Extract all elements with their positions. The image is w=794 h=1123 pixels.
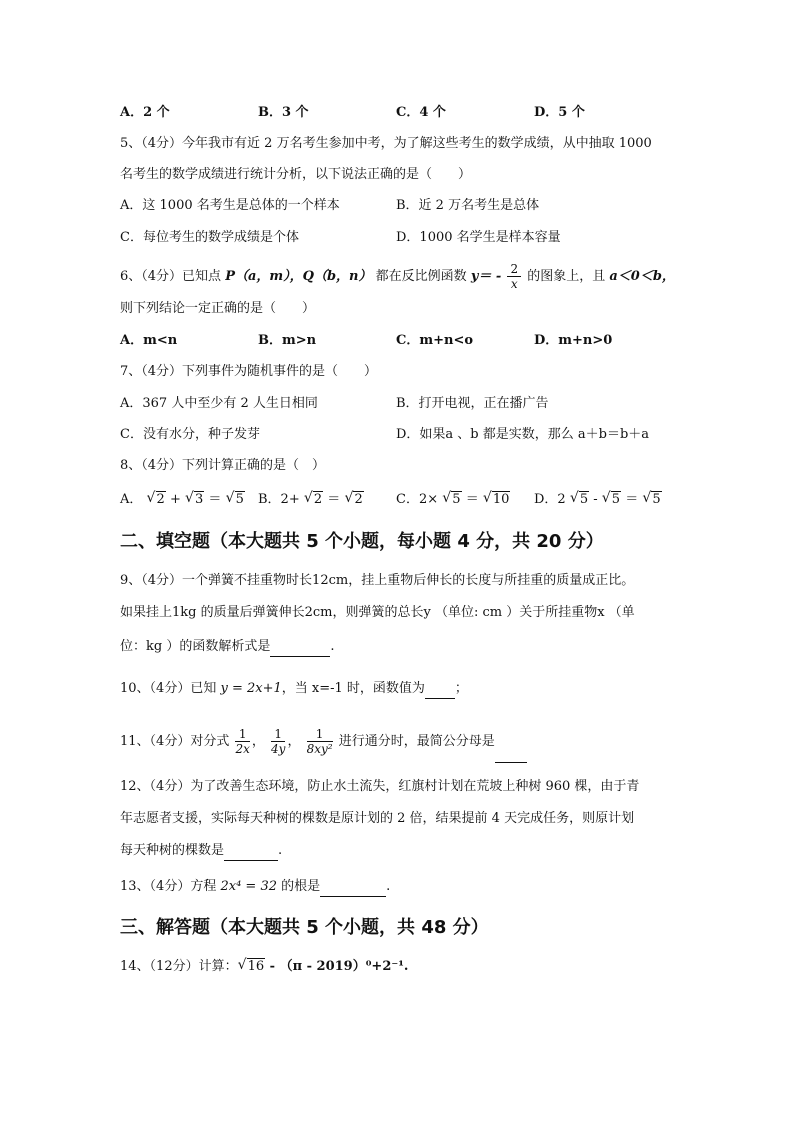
q8-a-radicand-2: 3: [195, 492, 204, 507]
section-2-heading: 二、填空题（本大题共 5 个小题，每小题 4 分，共 20 分）: [120, 531, 604, 552]
q7-stem: 7、（4分）下列事件为随机事件的是（ ）: [120, 364, 378, 379]
q12-end: .: [278, 843, 283, 858]
q11-f1-den: 2x: [235, 742, 250, 756]
q8-b-radicand-1: 2: [313, 492, 323, 507]
q14-radicand: 16: [247, 959, 265, 974]
q8-b-eq: ＝: [327, 492, 341, 507]
q13-expression: 2x⁴ = 32: [220, 879, 277, 894]
answer-blank: [320, 878, 386, 897]
q11-f2-den: 4y: [271, 742, 286, 756]
q8-option-b: [258, 491, 364, 509]
q5-option-d: D．1000 名学生是样本容量: [396, 230, 561, 245]
answer-blank: [495, 722, 527, 763]
sqrt-symbol-icon: [442, 491, 461, 509]
q11-sep-1: ，: [251, 734, 265, 749]
section-3-heading: 三、解答题（本大题共 5 个小题，共 48 分）: [120, 917, 489, 938]
q8-d-radicand-2: 5: [611, 492, 621, 507]
q6-fraction: [507, 262, 521, 291]
q11-f1-num: 1: [235, 727, 249, 742]
q6-stem-line2: 则下列结论一定正确的是（ ）: [120, 301, 316, 316]
q14-prefix: 14、（12分）计算：: [120, 959, 238, 974]
q7-option-b: B．打开电视，正在播广告: [396, 396, 549, 411]
q8-a-eq: ＝: [208, 492, 222, 507]
q11-f3-num: 1: [307, 727, 333, 742]
answer-blank: [224, 842, 278, 861]
q10-prefix: 10、（4分）已知: [120, 681, 217, 696]
q6-frac-num: 2: [507, 262, 521, 277]
q5-option-b: B．近 2 万名考生是总体: [396, 198, 540, 213]
q8-d-label: D．2: [534, 492, 566, 507]
q8-d-radicand-1: 5: [579, 492, 589, 507]
q12-stem-line1: 12、（4分）为了改善生态环境，防止水土流失，红旗村计划在荒坡上种树 960 棵，由于青: [120, 779, 640, 794]
q12-stem-line3: [120, 842, 282, 861]
q11-f3-den: 8xy²: [306, 742, 333, 756]
q8-a-label: A．: [120, 492, 143, 507]
q14-rest: - （π - 2019）⁰+2⁻¹.: [265, 959, 409, 974]
q7-option-a: A．367 人中至少有 2 人生日相同: [120, 396, 318, 411]
q6-mid: 都在反比例函数: [375, 269, 467, 284]
q6-condition: a＜0＜b，: [609, 269, 675, 284]
q8-d-radicand-3: 5: [652, 492, 661, 507]
q6-suffix: 的图象上，且: [527, 269, 606, 284]
q12-stem-line2: 年志愿者支援，实际每天种树的棵数是原计划的 2 倍，结果提前 4 天完成任务，则原计划: [120, 811, 635, 826]
sqrt-symbol-icon: [642, 491, 661, 509]
q13-end: .: [386, 879, 391, 894]
q8-c-eq: ＝: [465, 492, 479, 507]
q6-prefix: 6、（4分）已知点: [120, 269, 222, 284]
q8-d-eq: ＝: [625, 492, 639, 507]
sqrt-symbol-icon: [238, 958, 266, 976]
sqrt-symbol-icon: [570, 491, 589, 509]
q11-suffix: 进行通分时，最简公分母是: [338, 734, 495, 749]
q7-option-d: D．如果a 、b 都是实数，那么 a＋b＝b＋a: [396, 427, 650, 442]
q8-c-label: C．2×: [396, 492, 439, 507]
q13-suffix: 的根是: [281, 879, 321, 894]
sqrt-symbol-icon: [147, 491, 166, 509]
sqrt-symbol-icon: [304, 491, 323, 509]
q6-function: y＝ -: [470, 269, 502, 284]
sqrt-symbol-icon: [483, 491, 511, 509]
q5-stem-line2: 名考生的数学成绩进行统计分析，以下说法正确的是（ ）: [120, 167, 472, 182]
q8-a-plus: +: [169, 492, 181, 507]
q9-stem-line2: 如果挂上1kg 的质量后弹簧伸长2cm，则弹簧的总长y （单位: cm ）关于所挂重物x （单: [120, 605, 635, 620]
q5-option-c: C．每位考生的数学成绩是个体: [120, 230, 299, 245]
q11-stem: [120, 722, 527, 763]
q10-expression: y = 2x+1: [220, 681, 282, 696]
q13-prefix: 13、（4分）方程: [120, 879, 217, 894]
q8-b-label: B．2+: [258, 492, 300, 507]
q8-option-c: [396, 491, 510, 509]
q4-option-c: C．4 个: [396, 105, 446, 120]
q6-points: P（a，m），Q（b，n）: [225, 269, 372, 284]
q9-end: .: [330, 639, 335, 654]
sqrt-symbol-icon: [185, 491, 204, 509]
q11-f2-num: 1: [271, 727, 285, 742]
q14-stem: [120, 958, 408, 976]
q4-option-a: A．2 个: [120, 105, 170, 120]
q8-c-radicand-1: 5: [452, 492, 461, 507]
q8-option-d: [534, 491, 662, 509]
q11-fraction-2: [271, 727, 285, 756]
q13-stem: [120, 878, 390, 897]
q9-stem-line1: 9、（4分）一个弹簧不挂重物时长12cm，挂上重物后伸长的长度与所挂重的质量成正比。: [120, 573, 635, 588]
q12-line3-text: 每天种树的棵数是: [120, 843, 225, 858]
q5-option-a: A．这 1000 名考生是总体的一个样本: [120, 198, 340, 213]
sqrt-symbol-icon: [344, 491, 363, 509]
q8-option-a: [120, 491, 245, 509]
q4-option-d: D．5 个: [534, 105, 585, 120]
q11-prefix: 11、（4分）对分式: [120, 734, 230, 749]
q6-option-a: A．m<n: [120, 333, 178, 348]
q6-frac-den: x: [510, 277, 518, 291]
q11-sep-2: ，: [287, 734, 301, 749]
q8-a-radicand-3: 5: [235, 492, 244, 507]
q5-stem-line1: 5、（4分）今年我市有近 2 万名考生参加中考，为了解这些考生的数学成绩，从中抽取 1000: [120, 136, 652, 151]
sqrt-symbol-icon: [226, 491, 245, 509]
q9-line3-text: 位：kg ）的函数解析式是: [120, 639, 271, 654]
q8-c-radicand-2: 10: [492, 492, 510, 507]
q10-mid: ，当 x=-1 时，函数值为: [281, 681, 425, 696]
sqrt-symbol-icon: [602, 491, 621, 509]
q6-option-c: C．m+n<o: [396, 333, 474, 348]
q8-a-radicand-1: 2: [156, 492, 165, 507]
q10-end: ；: [454, 681, 468, 696]
q6-stem-line1: [120, 262, 675, 291]
q4-option-b: B．3 个: [258, 105, 309, 120]
q8-d-minus: -: [593, 492, 602, 507]
q6-option-d: D．m+n>0: [534, 333, 613, 348]
q10-stem: [120, 680, 468, 699]
answer-blank: [425, 680, 455, 699]
q6-option-b: B．m>n: [258, 333, 317, 348]
q8-b-radicand-2: 2: [354, 492, 363, 507]
q11-fraction-3: [307, 727, 333, 756]
q7-option-c: C．没有水分，种子发芽: [120, 427, 260, 442]
q11-fraction-1: [235, 727, 249, 756]
answer-blank: [270, 638, 330, 657]
q9-stem-line3: [120, 638, 334, 657]
q8-stem: 8、（4分）下列计算正确的是（ ）: [120, 458, 326, 473]
